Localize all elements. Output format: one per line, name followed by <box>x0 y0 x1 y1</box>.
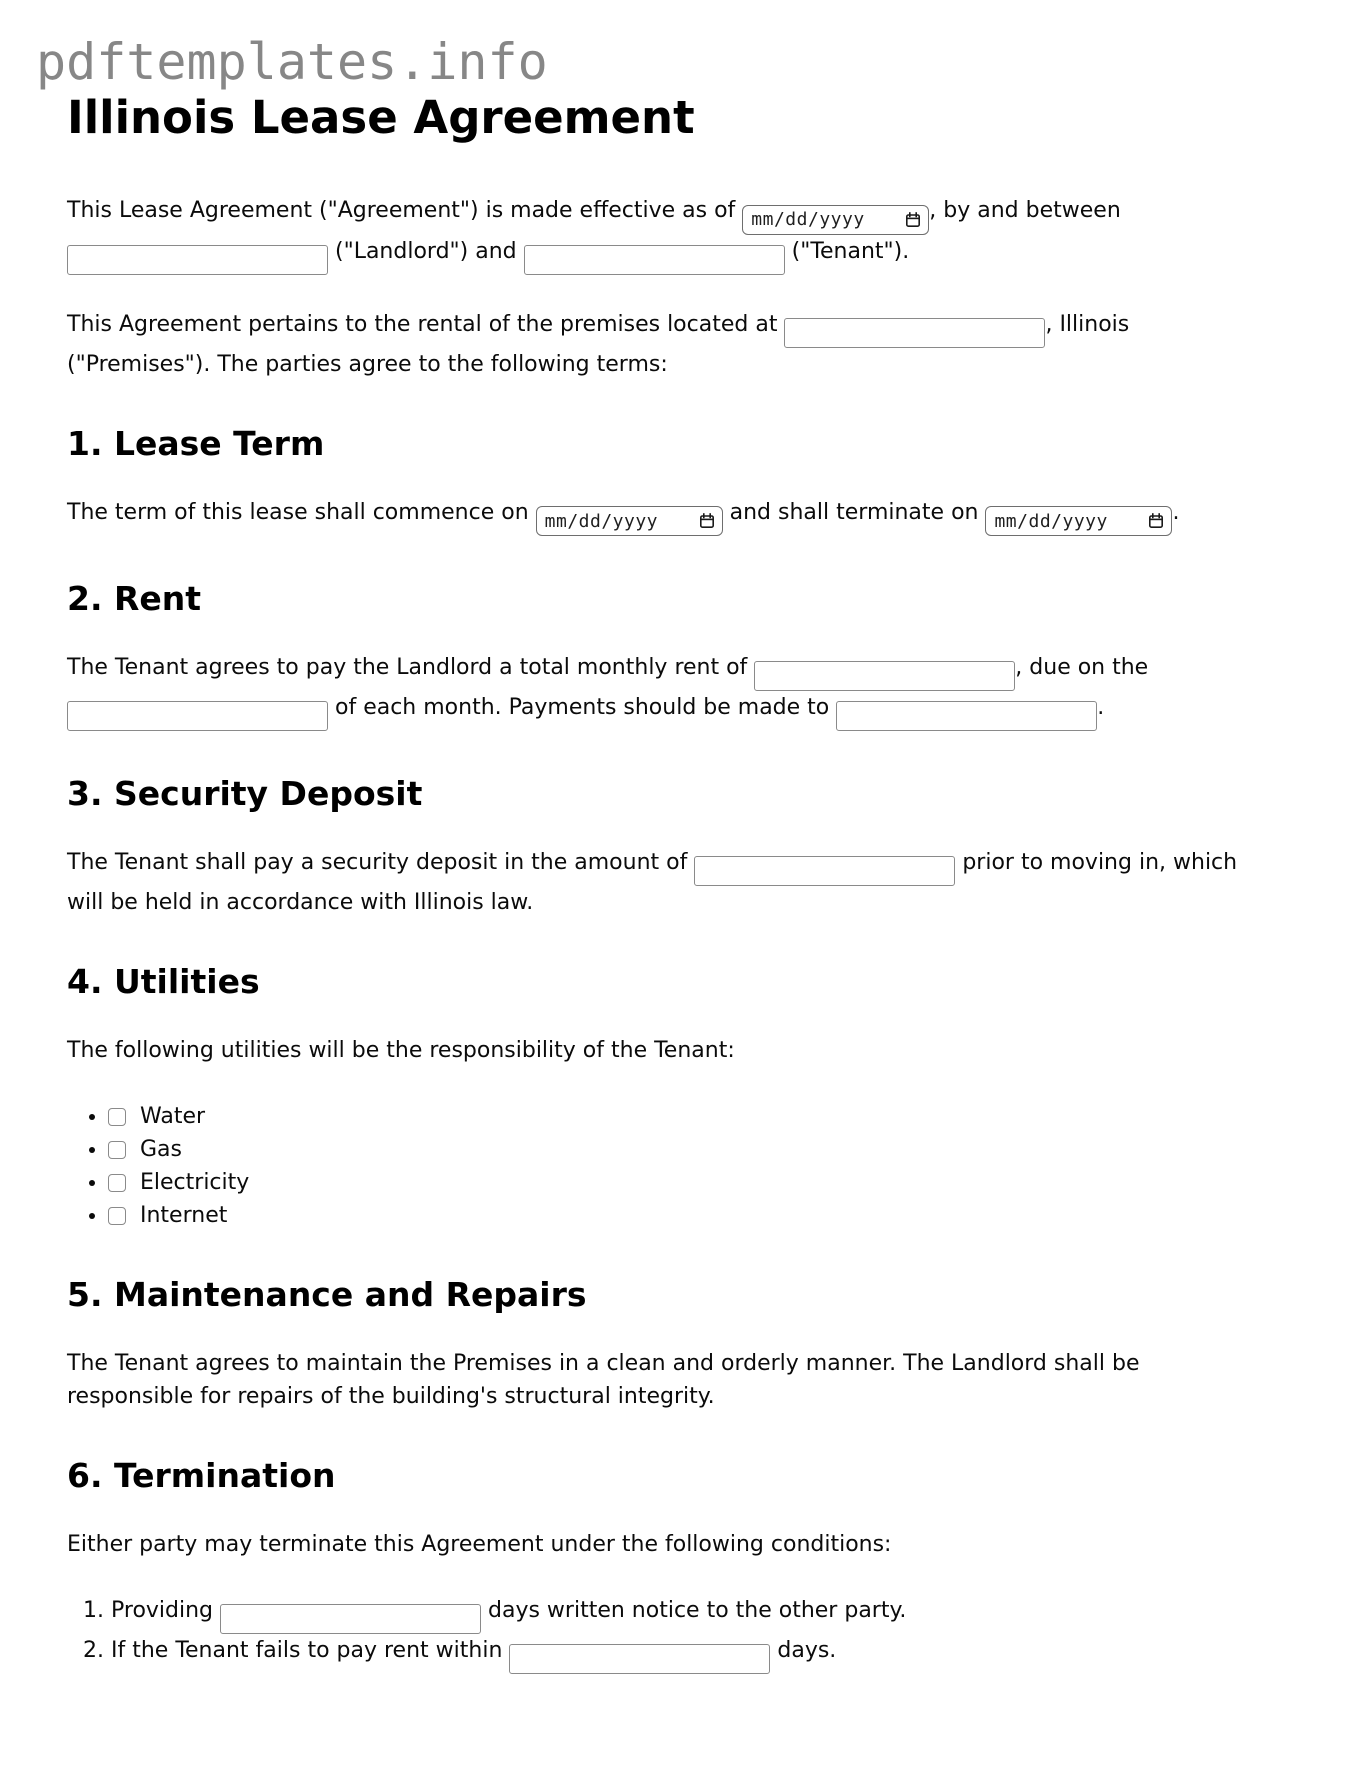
section-heading-security-deposit: 3. Security Deposit <box>67 774 423 813</box>
utility-item <box>108 1100 1247 1133</box>
tenant-name-input[interactable] <box>524 245 785 275</box>
monthly-rent-input[interactable] <box>754 661 1015 691</box>
electricity-checkbox[interactable] <box>108 1174 126 1192</box>
text-segment: If the Tenant fails to pay rent within <box>111 1638 510 1663</box>
text-segment: ("Landlord") and <box>328 238 524 264</box>
intro-paragraph-2 <box>67 308 1247 381</box>
effective-date-input[interactable] <box>742 205 929 235</box>
text-segment: days written notice to the other party. <box>481 1598 907 1623</box>
section-heading-lease-term: 1. Lease Term <box>67 423 325 463</box>
utility-label: Gas <box>140 1137 182 1162</box>
rent-paragraph <box>67 651 1247 731</box>
gas-checkbox[interactable] <box>108 1141 126 1159</box>
date-format-placeholder: mm/dd/yyyy <box>994 510 1108 532</box>
water-checkbox[interactable] <box>108 1108 126 1126</box>
text-segment: This Lease Agreement ("Agreement") is made effective as of <box>67 198 743 223</box>
lease-term-paragraph <box>67 496 1247 537</box>
calendar-icon[interactable] <box>905 212 921 228</box>
date-format-placeholder: mm/dd/yyyy <box>751 209 865 230</box>
text-segment: This Agreement pertains to the rental of the premises located at <box>67 311 785 337</box>
security-deposit-paragraph <box>67 846 1247 919</box>
site-logo: pdftemplates.info <box>36 33 548 91</box>
premises-address-input[interactable] <box>784 318 1045 348</box>
page-title: Illinois Lease Agreement <box>67 91 695 144</box>
text-segment: . <box>1097 695 1105 720</box>
utilities-intro: The following utilities will be the responsibility of the Tenant: <box>67 1038 735 1063</box>
section-heading-termination: 6. Termination <box>67 1456 336 1495</box>
termination-conditions-list <box>67 1594 1247 1674</box>
utility-item <box>108 1133 1247 1166</box>
text-segment: , due on the <box>1015 655 1149 680</box>
rent-grace-days-input[interactable] <box>509 1644 770 1674</box>
security-deposit-input[interactable] <box>694 856 955 886</box>
termination-intro: Either party may terminate this Agreement under the following conditions: <box>67 1532 892 1557</box>
landlord-name-input[interactable] <box>67 245 328 275</box>
utilities-list <box>67 1100 1247 1232</box>
text-segment: Providing <box>111 1598 221 1623</box>
notice-days-input[interactable] <box>220 1604 481 1634</box>
terminate-date-input[interactable] <box>985 506 1172 536</box>
text-segment: prior to moving in, which will be held in accordance with Illinois law. <box>67 850 1238 915</box>
text-segment: and shall terminate on <box>722 499 986 525</box>
section-heading-rent: 2. Rent <box>67 579 202 618</box>
text-segment: days. <box>770 1638 837 1663</box>
text-segment: The Tenant shall pay a security deposit in the amount of <box>67 850 695 875</box>
intro-paragraph-1 <box>67 194 1247 275</box>
date-format-placeholder: mm/dd/yyyy <box>544 510 659 532</box>
utility-label: Internet <box>140 1203 228 1228</box>
maintenance-paragraph: The Tenant agrees to maintain the Premises in a clean and orderly manner. The Landlord shall be responsible for repairs of the building's structural integrity. <box>67 1351 1140 1409</box>
text-segment: The term of this lease shall commence on <box>67 499 536 525</box>
section-heading-maintenance: 5. Maintenance and Repairs <box>67 1275 587 1314</box>
section-heading-utilities: 4. Utilities <box>67 962 260 1001</box>
text-segment: , Illinois ("Premises"). The parties agree to the following terms: <box>67 311 1130 377</box>
text-segment: . <box>1172 499 1180 525</box>
utility-item <box>108 1166 1247 1199</box>
calendar-icon[interactable] <box>1148 513 1164 529</box>
text-segment: , by and between <box>929 198 1121 223</box>
calendar-icon[interactable] <box>699 513 715 529</box>
text-segment: The Tenant agrees to pay the Landlord a total monthly rent of <box>67 655 755 680</box>
utility-item <box>108 1199 1247 1232</box>
payment-method-input[interactable] <box>836 701 1097 731</box>
utility-label: Electricity <box>140 1170 250 1195</box>
internet-checkbox[interactable] <box>108 1207 126 1225</box>
text-segment: ("Tenant"). <box>784 238 910 264</box>
commence-date-input[interactable] <box>536 506 723 536</box>
termination-condition <box>111 1634 1247 1674</box>
utility-label: Water <box>140 1104 206 1129</box>
rent-due-day-input[interactable] <box>67 701 328 731</box>
text-segment: of each month. Payments should be made to <box>328 695 837 720</box>
termination-condition <box>111 1594 1247 1634</box>
